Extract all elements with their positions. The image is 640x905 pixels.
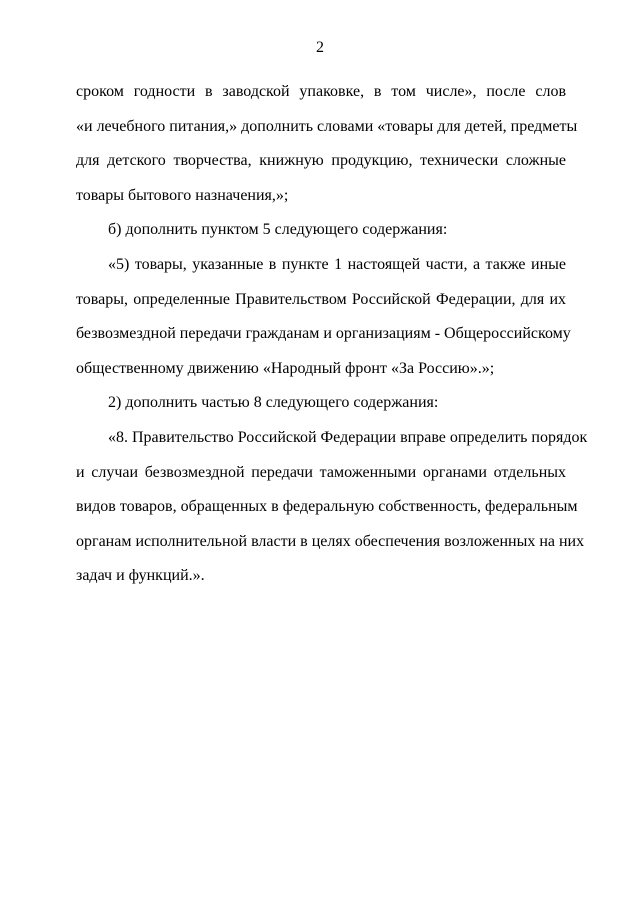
text-line: сроком годности в заводской упаковке, в том числе», после слов bbox=[76, 83, 566, 100]
paragraph-start-line: «8. Правительство Российской Федерации вправе определить порядок bbox=[108, 428, 588, 446]
text-line: и случаи безвозмездной передачи таможенными органами отдельных bbox=[76, 463, 566, 481]
text-line: товары бытового назначения,»; bbox=[76, 186, 289, 204]
text-line: общественному движению «Народный фронт «За Россию».»; bbox=[76, 359, 495, 377]
paragraph-start-line: «5) товары, указанные в пункте 1 настоящей части, а также иные bbox=[108, 255, 566, 273]
text-line: товары, определенные Правительством Российской Федерации, для их bbox=[76, 290, 566, 308]
text-line: безвозмездной передачи гражданам и организациям - Общероссийскому bbox=[76, 325, 571, 343]
document-body bbox=[76, 75, 588, 594]
paragraph-start-line: 2) дополнить частью 8 следующего содержания: bbox=[108, 394, 439, 412]
paragraph-start-line: б) дополнить пунктом 5 следующего содержания: bbox=[108, 221, 448, 239]
page-number: 2 bbox=[316, 39, 324, 56]
text-line: видов товаров, обращенных в федеральную собственность, федеральным bbox=[76, 498, 578, 516]
text-line: «и лечебного питания,» дополнить словами «товары для детей, предметы bbox=[76, 117, 578, 135]
text-line: задач и функций.». bbox=[76, 567, 205, 585]
text-line: органам исполнительной власти в целях обеспечения возложенных на них bbox=[76, 532, 585, 550]
text-line: для детского творчества, книжную продукцию, технически сложные bbox=[76, 152, 566, 170]
